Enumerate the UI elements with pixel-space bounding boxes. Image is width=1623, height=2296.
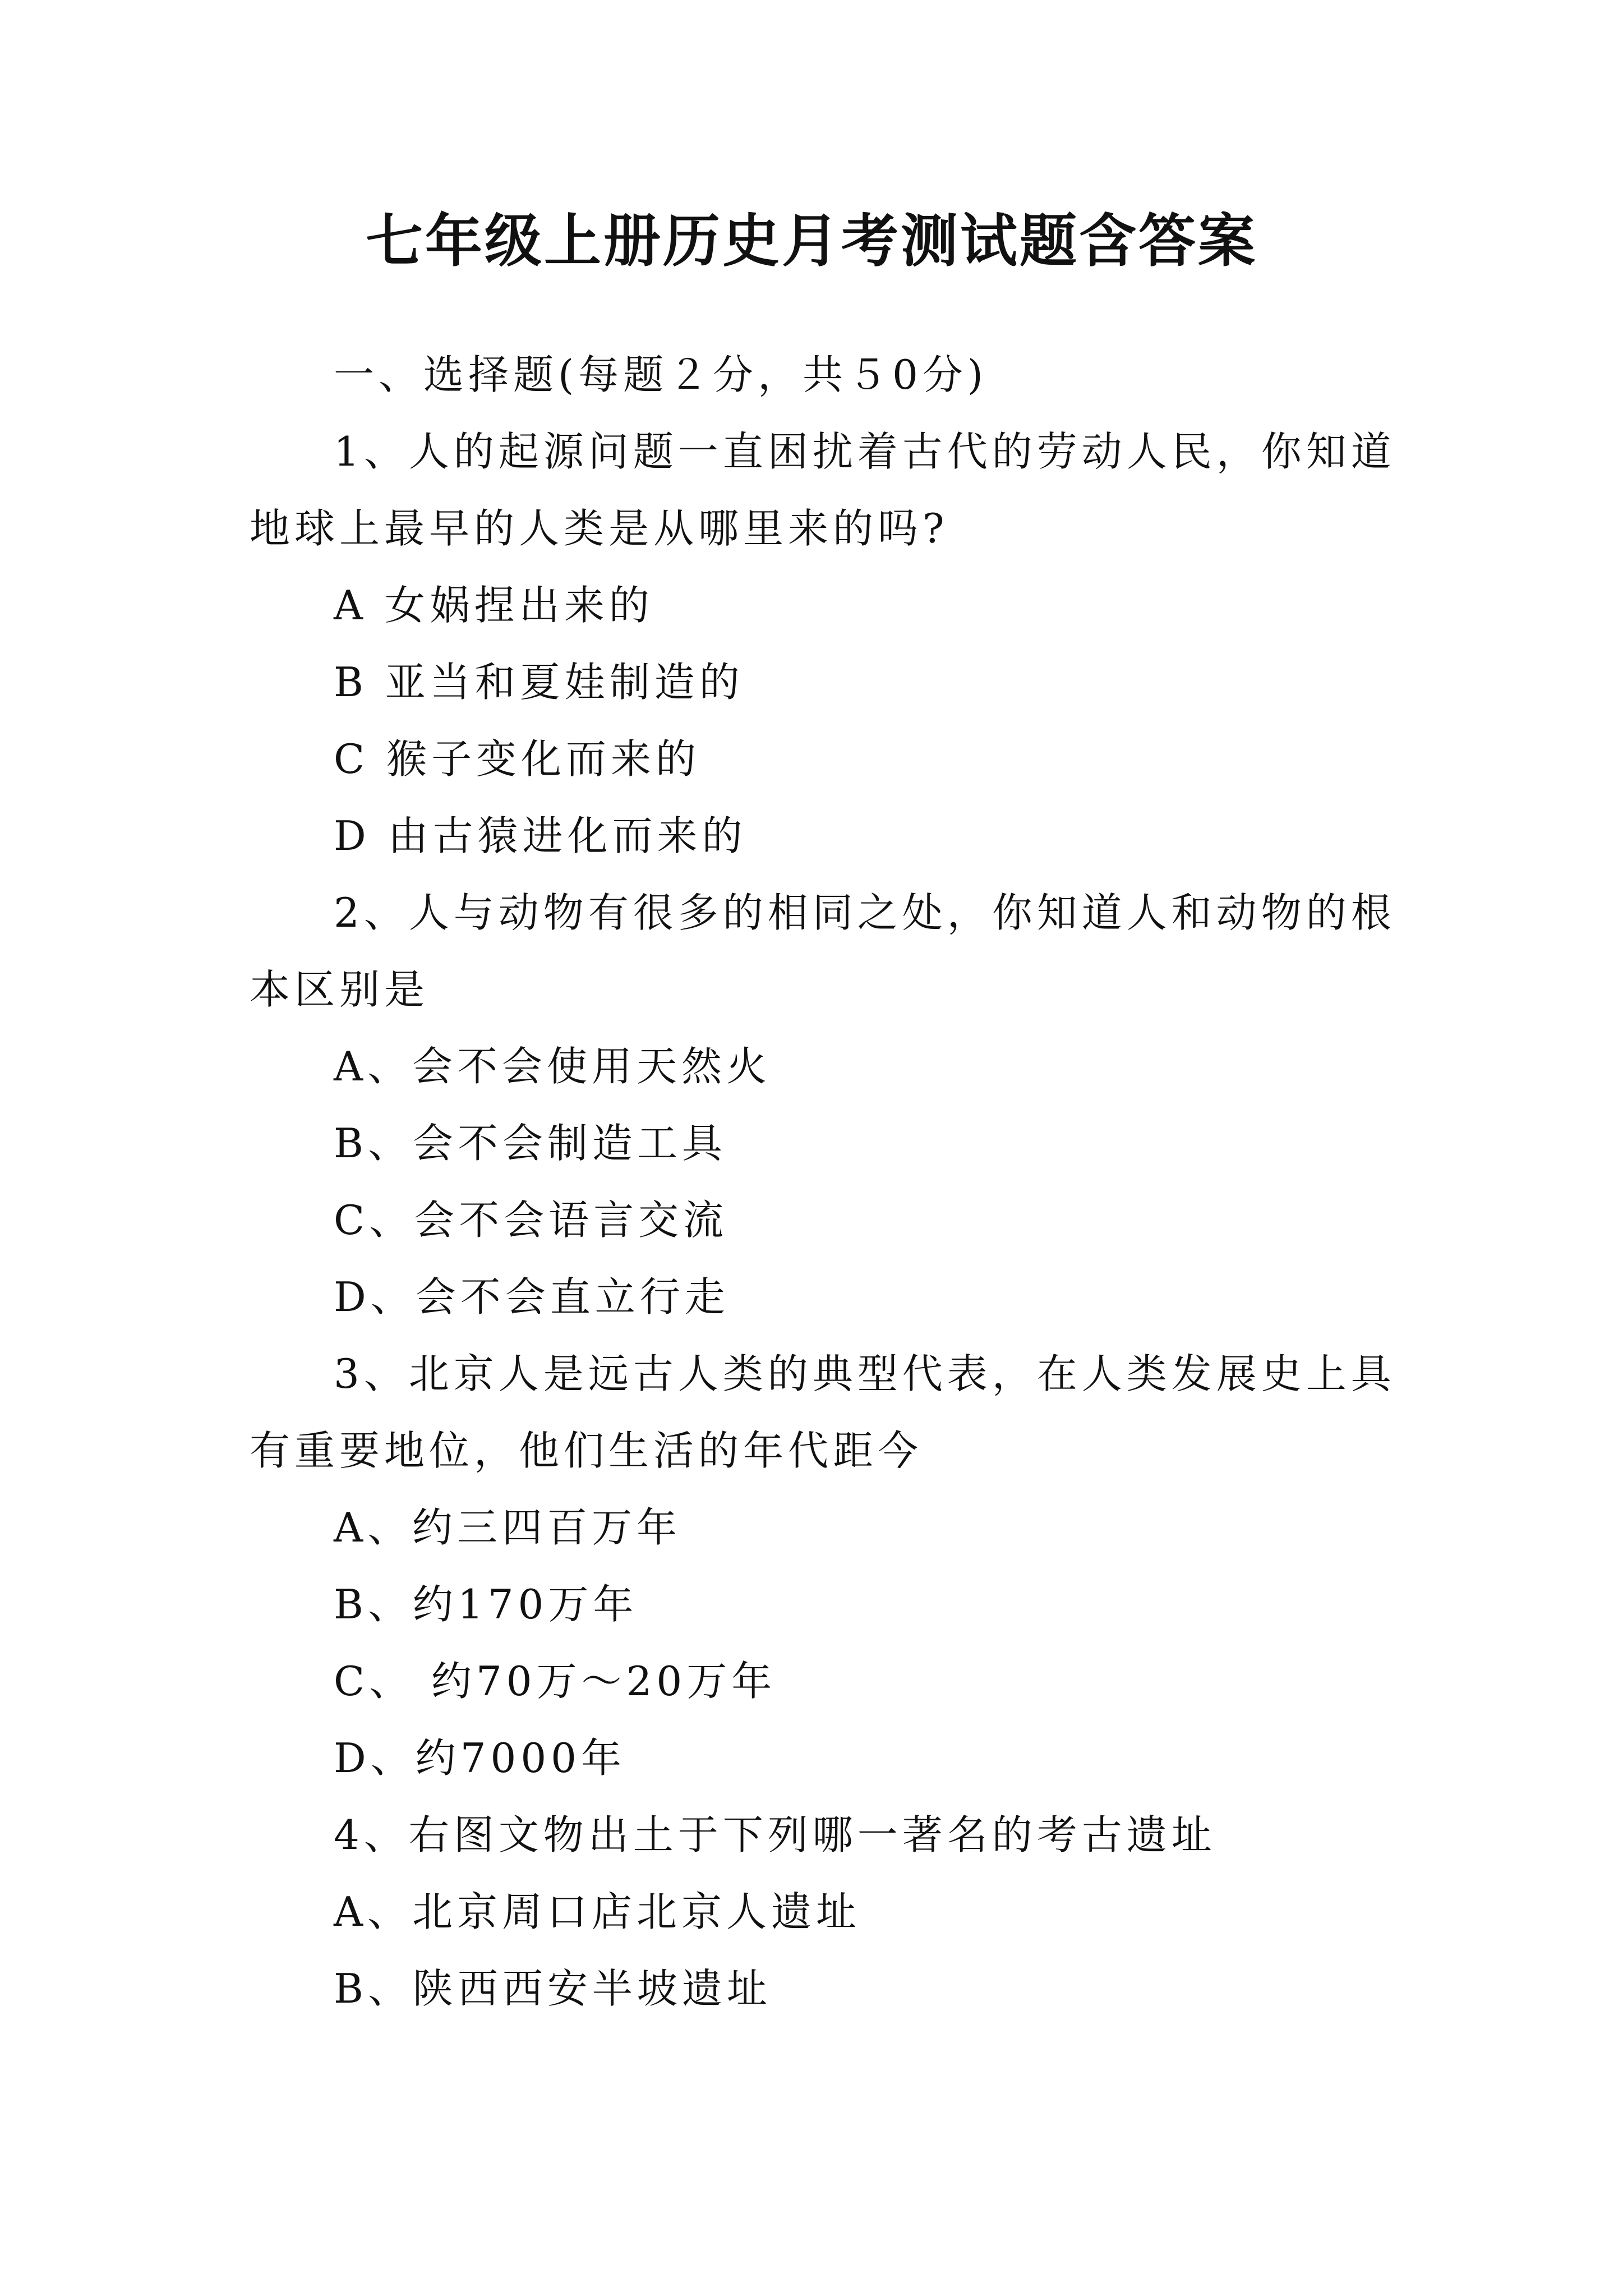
question-stem: 3、北京人是远古人类的典型代表，在人类发展史上具 bbox=[334, 1350, 1396, 1397]
option-d: D、约7000年 bbox=[334, 1734, 626, 1782]
page-title: 七年级上册历史月考测试题含答案 bbox=[366, 208, 1257, 275]
question-stem-continued: 有重要地位，他们生活的年代距今 bbox=[250, 1427, 923, 1474]
option-b: B、陕西西安半坡遗址 bbox=[334, 1965, 772, 2012]
option-c: C、 约70万～20万年 bbox=[334, 1658, 777, 1705]
question-stem-continued: 地球上最早的人类是从哪里来的吗? bbox=[250, 505, 949, 552]
section-heading: 一、选择题(每题２分，共５0分) bbox=[334, 351, 988, 398]
option-b: B 亚当和夏娃制造的 bbox=[334, 659, 744, 706]
option-b: B、会不会制造工具 bbox=[334, 1120, 727, 1167]
question-1 bbox=[250, 413, 1396, 875]
question-stem-continued: 本区别是 bbox=[250, 966, 430, 1013]
option-a: A、北京周口店北京人遗址 bbox=[334, 1888, 861, 1935]
option-a: A 女娲捏出来的 bbox=[334, 582, 654, 629]
option-b: B、约170万年 bbox=[334, 1581, 638, 1628]
question-2 bbox=[250, 875, 1396, 1336]
option-d: D、会不会直立行走 bbox=[334, 1273, 730, 1320]
question-3 bbox=[250, 1336, 1396, 1797]
question-4 bbox=[250, 1797, 1380, 2027]
question-stem: 4、右图文物出土于下列哪一著名的考古遗址 bbox=[334, 1811, 1216, 1858]
document-body bbox=[250, 337, 1396, 2027]
question-stem: 2、人与动物有很多的相同之处，你知道人和动物的根 bbox=[334, 889, 1396, 936]
option-a: A、会不会使用天然火 bbox=[334, 1043, 771, 1090]
option-d: D 由古猿进化而来的 bbox=[334, 812, 747, 859]
option-c: C 猴子变化而来的 bbox=[334, 735, 700, 783]
option-a: A、约三四百万年 bbox=[334, 1504, 681, 1551]
question-stem: 1、人的起源问题一直困扰着古代的劳动人民，你知道 bbox=[334, 428, 1396, 475]
option-c: C、会不会语言交流 bbox=[334, 1197, 728, 1244]
